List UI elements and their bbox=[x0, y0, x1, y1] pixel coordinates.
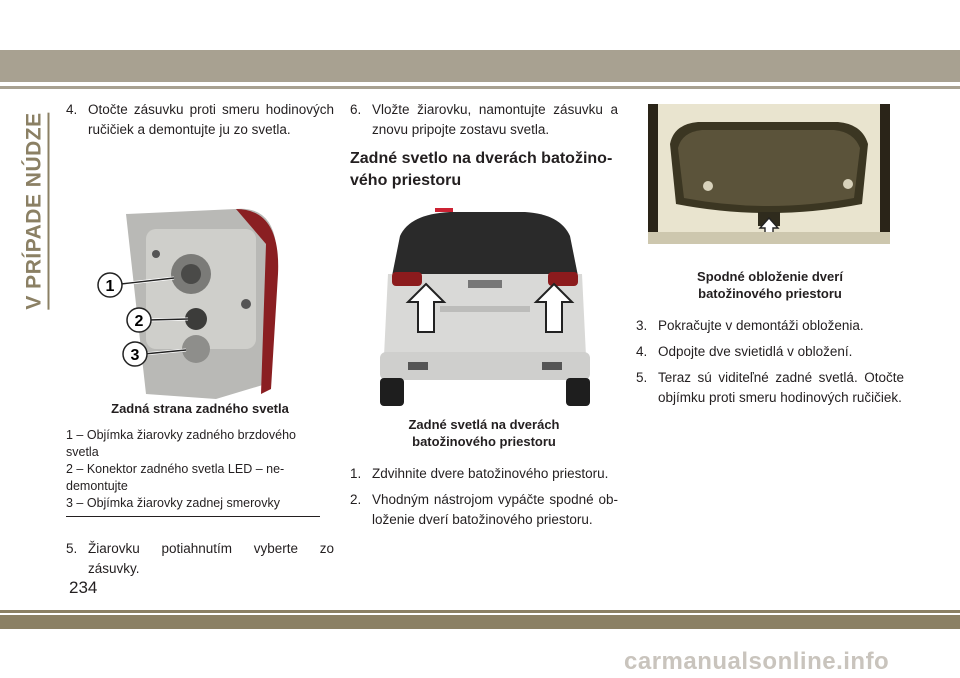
steps-list bbox=[350, 464, 618, 530]
watermark: carmanualsonline.info bbox=[624, 648, 890, 675]
step-text: Zdvihnite dvere batožinového priestoru. bbox=[372, 466, 609, 481]
step-text: Teraz sú viditeľné zadné svetlá. Otočte objímku proti smeru hodinových ručičiek. bbox=[658, 370, 904, 405]
column-1 bbox=[66, 100, 334, 579]
header-rule bbox=[0, 86, 960, 89]
step-number: 6. bbox=[350, 102, 362, 117]
step-6 bbox=[350, 100, 618, 140]
step-5 bbox=[636, 368, 904, 408]
steps-list bbox=[636, 316, 904, 408]
figure-caption: Zadná strana zadného svetla bbox=[111, 401, 289, 416]
figure-caption: Spodné obloženie dverí batožinového priestoru bbox=[697, 269, 843, 301]
callout-2: 2 bbox=[134, 313, 144, 330]
figure-caption: Zadné svetlá na dverách batožinového priestoru bbox=[408, 417, 560, 449]
step-text: Otočte zásuvku proti smeru hodinových ručičiek a demontujte ju zo svetla. bbox=[88, 102, 334, 137]
step-number: 5. bbox=[66, 541, 78, 556]
liftgate-lights-figure bbox=[350, 206, 618, 412]
step-3 bbox=[636, 316, 904, 336]
taillight-rear-figure bbox=[66, 154, 334, 402]
step-text: Vložte žiarovku, namontujte zásuvku a znovu pripojte zostavu svetla. bbox=[372, 102, 618, 137]
step-text: Odpojte dve svietidlá v obložení. bbox=[658, 344, 853, 359]
page-number: 234 bbox=[69, 578, 98, 597]
legend-item-2: 2 – Konektor zadného svetla LED – nedemontujte bbox=[66, 462, 285, 493]
step-text: Pokračujte v demontáži obloženia. bbox=[658, 318, 864, 333]
liftgate-lights-image bbox=[350, 206, 618, 412]
liftgate-trim-figure bbox=[648, 104, 890, 244]
column-2 bbox=[350, 100, 618, 530]
step-4 bbox=[66, 100, 334, 140]
step-number: 4. bbox=[636, 344, 648, 359]
step-number: 5. bbox=[636, 370, 648, 385]
step-1 bbox=[350, 464, 618, 484]
column-3 bbox=[636, 100, 904, 408]
footer-band bbox=[0, 615, 960, 629]
step-number: 4. bbox=[66, 102, 78, 117]
legend-item-1: 1 – Objímka žiarovky zadného brzdového svetla bbox=[66, 428, 296, 459]
step-text: Žiarovku potiahnutím vyberte zo zásuvky. bbox=[88, 541, 334, 576]
section-side-tab-label: V PRÍPADE NÚDZE bbox=[23, 112, 50, 309]
section-side-tab bbox=[22, 102, 50, 320]
step-5 bbox=[66, 539, 334, 579]
callout-1: 1 bbox=[105, 278, 115, 295]
step-number: 2. bbox=[350, 492, 362, 507]
section-heading: Zadné svetlo na dverách batožinového priestoru bbox=[350, 150, 613, 189]
step-number: 3. bbox=[636, 318, 648, 333]
step-number: 1. bbox=[350, 466, 362, 481]
legend-item-3: 3 – Objímka žiarovky zadnej smerovky bbox=[66, 496, 280, 510]
step-4 bbox=[636, 342, 904, 362]
liftgate-trim-image bbox=[648, 104, 890, 244]
footer-rule bbox=[0, 610, 960, 613]
taillight-rear-image bbox=[66, 154, 334, 402]
header-band bbox=[0, 50, 960, 82]
callout-3: 3 bbox=[130, 347, 140, 364]
figure-legend bbox=[66, 427, 320, 517]
step-text: Vhodným nástrojom vypáčte spodné obloženie dverí batožinového priestoru. bbox=[372, 492, 618, 527]
step-2 bbox=[350, 490, 618, 530]
